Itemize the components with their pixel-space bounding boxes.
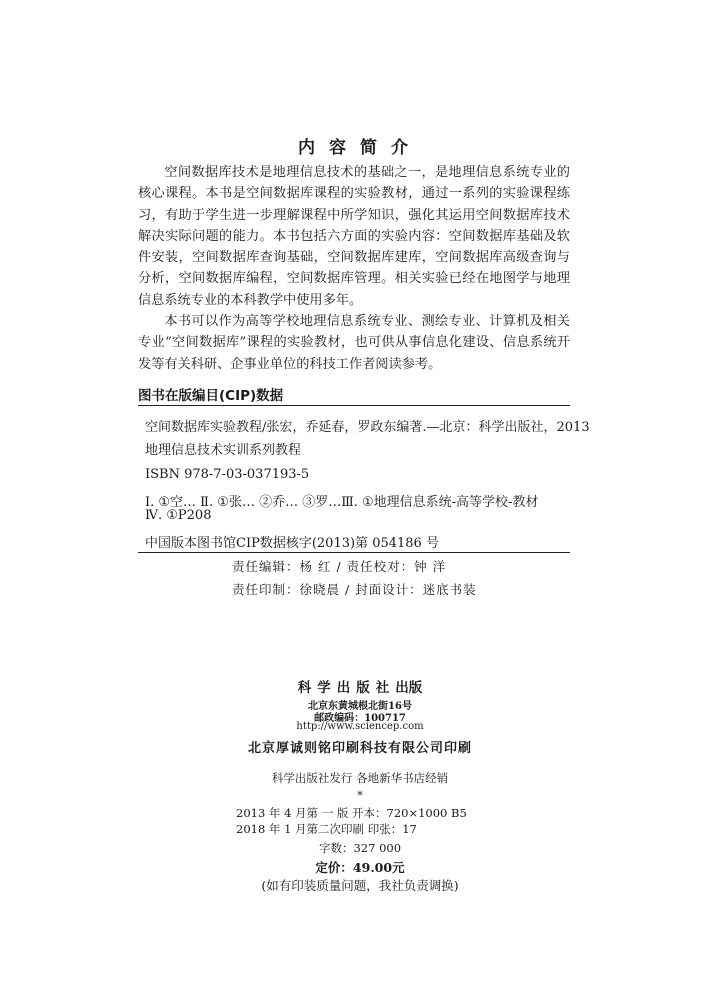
printer-name: 北京厚诚则铭印刷科技有限公司印刷 — [247, 741, 472, 756]
quality-note: (如有印装质量问题，我社负责调换) — [261, 878, 459, 893]
intro-paragraph-1: 空间数据库技术是地理信息技术的基础之一，是地理信息系统专业的核心课程。本书是空间数据库课程的实验教材，通过一系列的实验课程练习，有助于学生进一步理解课程中所学知识，强化其运用空间数据库技术解决实际问题的能力。本书包括六方面的实验内容：空间数据库基础及软件安装，空间数据库查询基础，空间数据库建库，空间数据库高级查询与分析，空间数据库编程，空间数据库管理。相关实验已经在地图学与地理信息系统专业的本科教学中使用多年。 — [138, 165, 570, 308]
cip-classification-1: Ⅰ. ①空… Ⅱ. ①张… ②乔… ③罗…Ⅲ. ①地理信息系统-高等学校-教材 — [145, 495, 539, 510]
intro-paragraph-2: 本书可以作为高等学校地理信息系统专业、测绘专业、计算机及相关专业“空间数据库”课程的实验教材，也可供从事信息化建设、信息系统开发等有关科研、企事业单位的科技工作者阅读参考。 — [138, 314, 570, 372]
publisher-address: 北京东黄城根北街16号 — [308, 701, 412, 712]
publisher-name: 科学出版社 — [297, 680, 396, 696]
price: 定价：49.00元 — [315, 860, 405, 875]
publisher-url: http://www.sciencep.com — [296, 721, 424, 732]
cip-line-2: 地理信息技术实训系列教程 — [145, 443, 302, 458]
cip-bottom-rule — [138, 552, 570, 553]
staff-line-1: 责任编辑：杨 红 / 责任校对：钟 洋 — [232, 559, 447, 574]
cip-line-1: 空间数据库实验教程/张宏，乔延春，罗政东编著.—北京：科学出版社，2013 — [145, 420, 590, 435]
cip-top-rule — [138, 405, 570, 406]
edition-line-1: 2013 年 4 月第 一 版 开本：720×1000 B5 — [236, 806, 467, 820]
staff-line-2: 责任印制：徐晓晨 / 封面设计：迷底书装 — [232, 582, 477, 597]
cip-isbn: ISBN 978-7-03-037193-5 — [145, 467, 310, 482]
separator-star: * — [357, 788, 363, 802]
cip-classification-2: Ⅳ. ①P208 — [145, 508, 212, 523]
content-intro-body — [138, 162, 570, 375]
content-intro-title: 内容简介 — [298, 138, 422, 158]
publisher-suffix: 出版 — [395, 680, 423, 696]
publisher-postcode: 邮政编码：100717 — [314, 713, 406, 724]
word-count: 字数：327 000 — [318, 841, 402, 855]
publisher-name-line — [0, 676, 720, 696]
cip-heading: 图书在版编目(CIP)数据 — [138, 388, 284, 404]
distribution-line: 科学出版社发行 各地新华书店经销 — [271, 771, 449, 785]
cip-number: 中国版本图书馆CIP数据核字(2013)第 054186 号 — [145, 536, 439, 551]
edition-line-2: 2018 年 1 月第二次印刷 印张：17 — [236, 822, 417, 836]
